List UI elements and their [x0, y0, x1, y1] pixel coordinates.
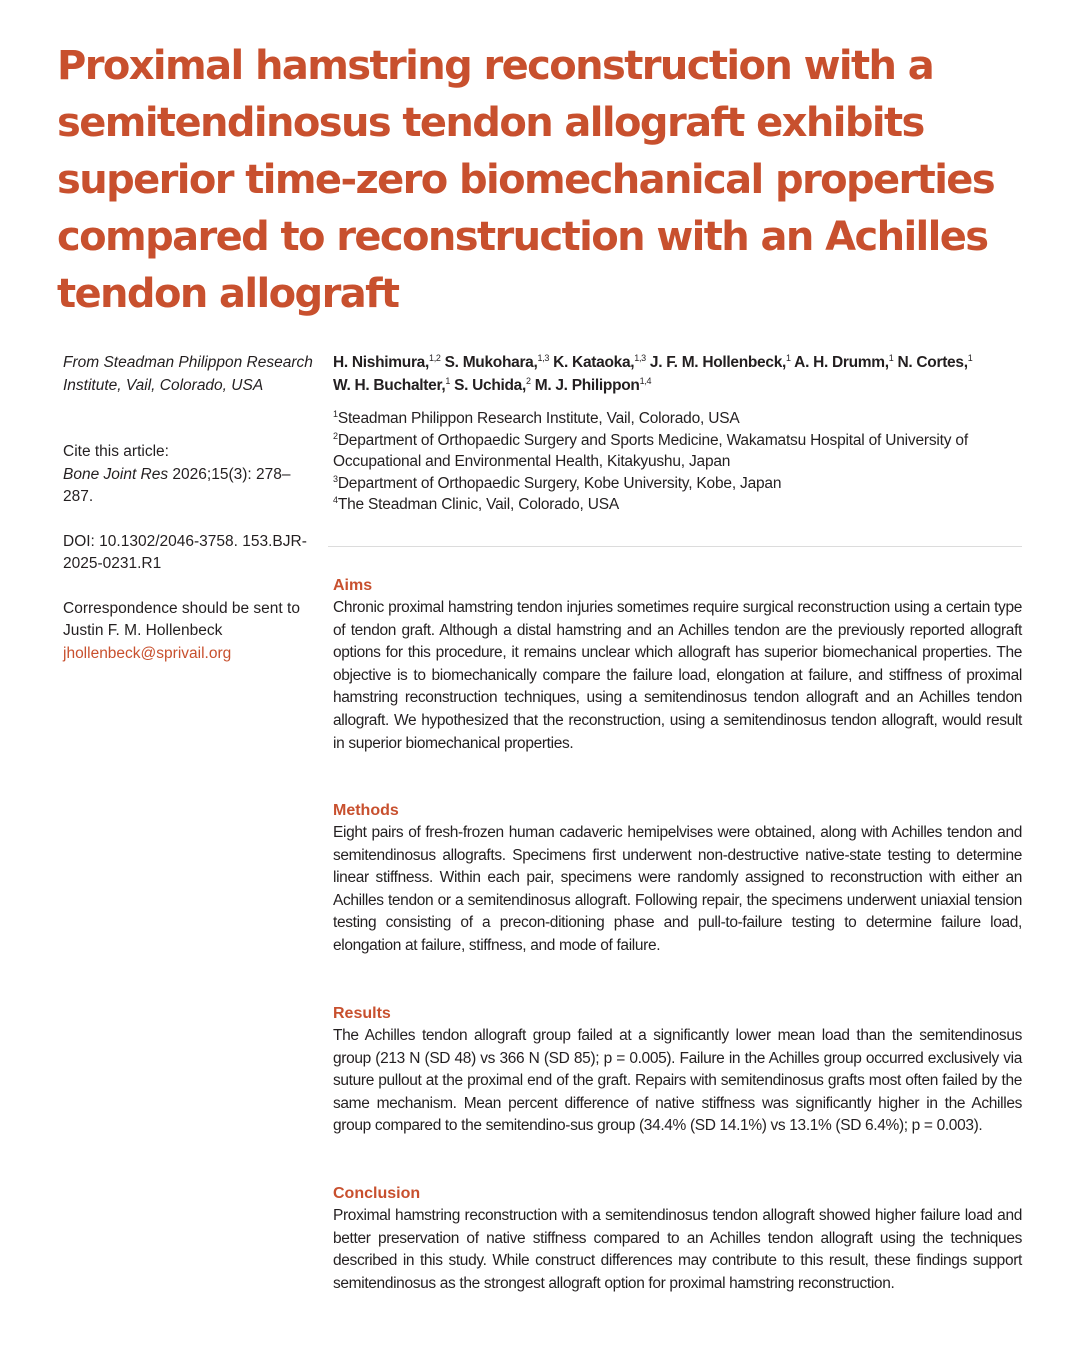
- methods-text: Eight pairs of fresh-frozen human cadaveric hemipelvises were obtained, along with Achilles tendon and semitendinosus allografts. Specimens first underwent non-destructive native-state testing to determine linear stiffness. Within each pair, specimens were randomly assigned to reconstruction with either an Achilles tendon or a semitendinosus allograft. Following repair, the specimens underwent uniaxial tension testing consisting of a precon-ditioning phase and pull-to-failure testing to determine failure load, elongation at failure, stiffness, and mode of failure.: [333, 824, 1022, 954]
- affiliation-item: $^3$Department of Orthopaedic Surgery, Kobe University, Kobe, Japan: [333, 473, 782, 492]
- article-title: Proximal hamstring reconstruction with a semitendinosus tendon allograft exhibits superior time-zero biomechanical properties compared to reconstruction with an Achilles tendon allograft: [57, 43, 995, 317]
- doi[interactable]: DOI: 10.1302/2046-3758. 153.BJR-2025-0231.R1: [63, 532, 307, 572]
- author-block: [333, 352, 1022, 516]
- author-list: [333, 352, 1022, 397]
- abstract-results: [333, 1003, 1022, 1138]
- from-affiliation: From Steadman Philippon Research Institute, Vail, Colorado, USA: [63, 354, 313, 394]
- author: S. Mukohara,$^{1,3}$: [440, 353, 550, 371]
- affiliation-item: $^4$The Steadman Clinic, Vail, Colorado, USA: [333, 495, 619, 513]
- article-sidebar: [63, 352, 313, 665]
- methods-heading: Methods: [333, 802, 399, 819]
- results-text: The Achilles tendon allograft group failed at a significantly lower mean load than the semitendinosus group (213 N (SD 48) vs 366 N (SD 85); p = 0.005). Failure in the Achilles group occurred exclusively via suture pullout at the proximal end of the graft. Repairs with semitendinosus grafts most often failed by the same mechanism. Mean percent difference of native stiffness was significantly higher in the Achilles group compared to the semitendino-sus group (34.4% (SD 14.1%) vs 13.1% (SD 6.4%); p = 0.003).: [333, 1027, 1022, 1135]
- section-divider: [328, 546, 1022, 547]
- author: A. H. Drumm,$^1$: [790, 353, 894, 371]
- cite-details: 2026;15(3): 278–287.: [63, 465, 291, 505]
- author: W. H. Buchalter,$^1$: [333, 375, 451, 394]
- author: S. Uchida,$^2$: [450, 375, 531, 394]
- affiliation-item: $^2$Department of Orthopaedic Surgery and Sports Medicine, Wakamatsu Hospital of University of Occupational and Environmental Health, Kitakyushu, Japan: [333, 430, 968, 470]
- conclusion-text: Proximal hamstring reconstruction with a semitendinosus tendon allograft showed higher failure load and better preservation of native stiffness compared to an Achilles tendon allograft using the techniques described in this study. While construct differences may contribute to this result, these findings support semitendinosus as the strongest allograft option for proximal hamstring reconstruction.: [333, 1207, 1022, 1292]
- aims-text: Chronic proximal hamstring tendon injuries sometimes require surgical reconstruction using a certain type of tendon graft. Although a distal hamstring and an Achilles tendon are the previously reported allograft options for this procedure, it remains unclear which allograft has superior biomechanical properties. The objective is to biomechanically compare the failure load, elongation at failure, and stiffness of proximal hamstring reconstruction techniques, using a semitendinosus tendon allograft and an Achilles tendon allograft. We hypothesized that the reconstruction, using a semitendinosus tendon allograft, would result in superior biomechanical properties.: [333, 599, 1022, 752]
- author: N. Cortes,$^1$: [893, 353, 973, 371]
- abstract-methods: [333, 800, 1022, 958]
- author: K. Kataoka,$^{1,3}$: [549, 353, 646, 371]
- citation: [63, 464, 313, 509]
- author: J. F. M. Hollenbeck,$^1$: [645, 353, 791, 371]
- correspondence-note: Correspondence should be sent to Justin F. M. Hollenbeck: [63, 599, 300, 639]
- correspondence-email-link[interactable]: jhollenbeck@sprivail.org: [63, 644, 232, 662]
- affiliation-list: [333, 408, 1022, 516]
- results-heading: Results: [333, 1005, 391, 1022]
- cite-label: Cite this article:: [63, 443, 169, 460]
- abstract-aims: [333, 575, 1022, 755]
- author: M. J. Philippon$^{1,4}$: [530, 375, 652, 394]
- author: H. Nishimura,$^{1,2}$: [333, 353, 441, 371]
- conclusion-heading: Conclusion: [333, 1185, 421, 1202]
- aims-heading: Aims: [333, 577, 373, 594]
- abstract-conclusion: [333, 1183, 1022, 1295]
- affiliation-item: $^1$Steadman Philippon Research Institute, Vail, Colorado, USA: [333, 409, 740, 427]
- cite-journal: Bone Joint Res: [63, 465, 169, 483]
